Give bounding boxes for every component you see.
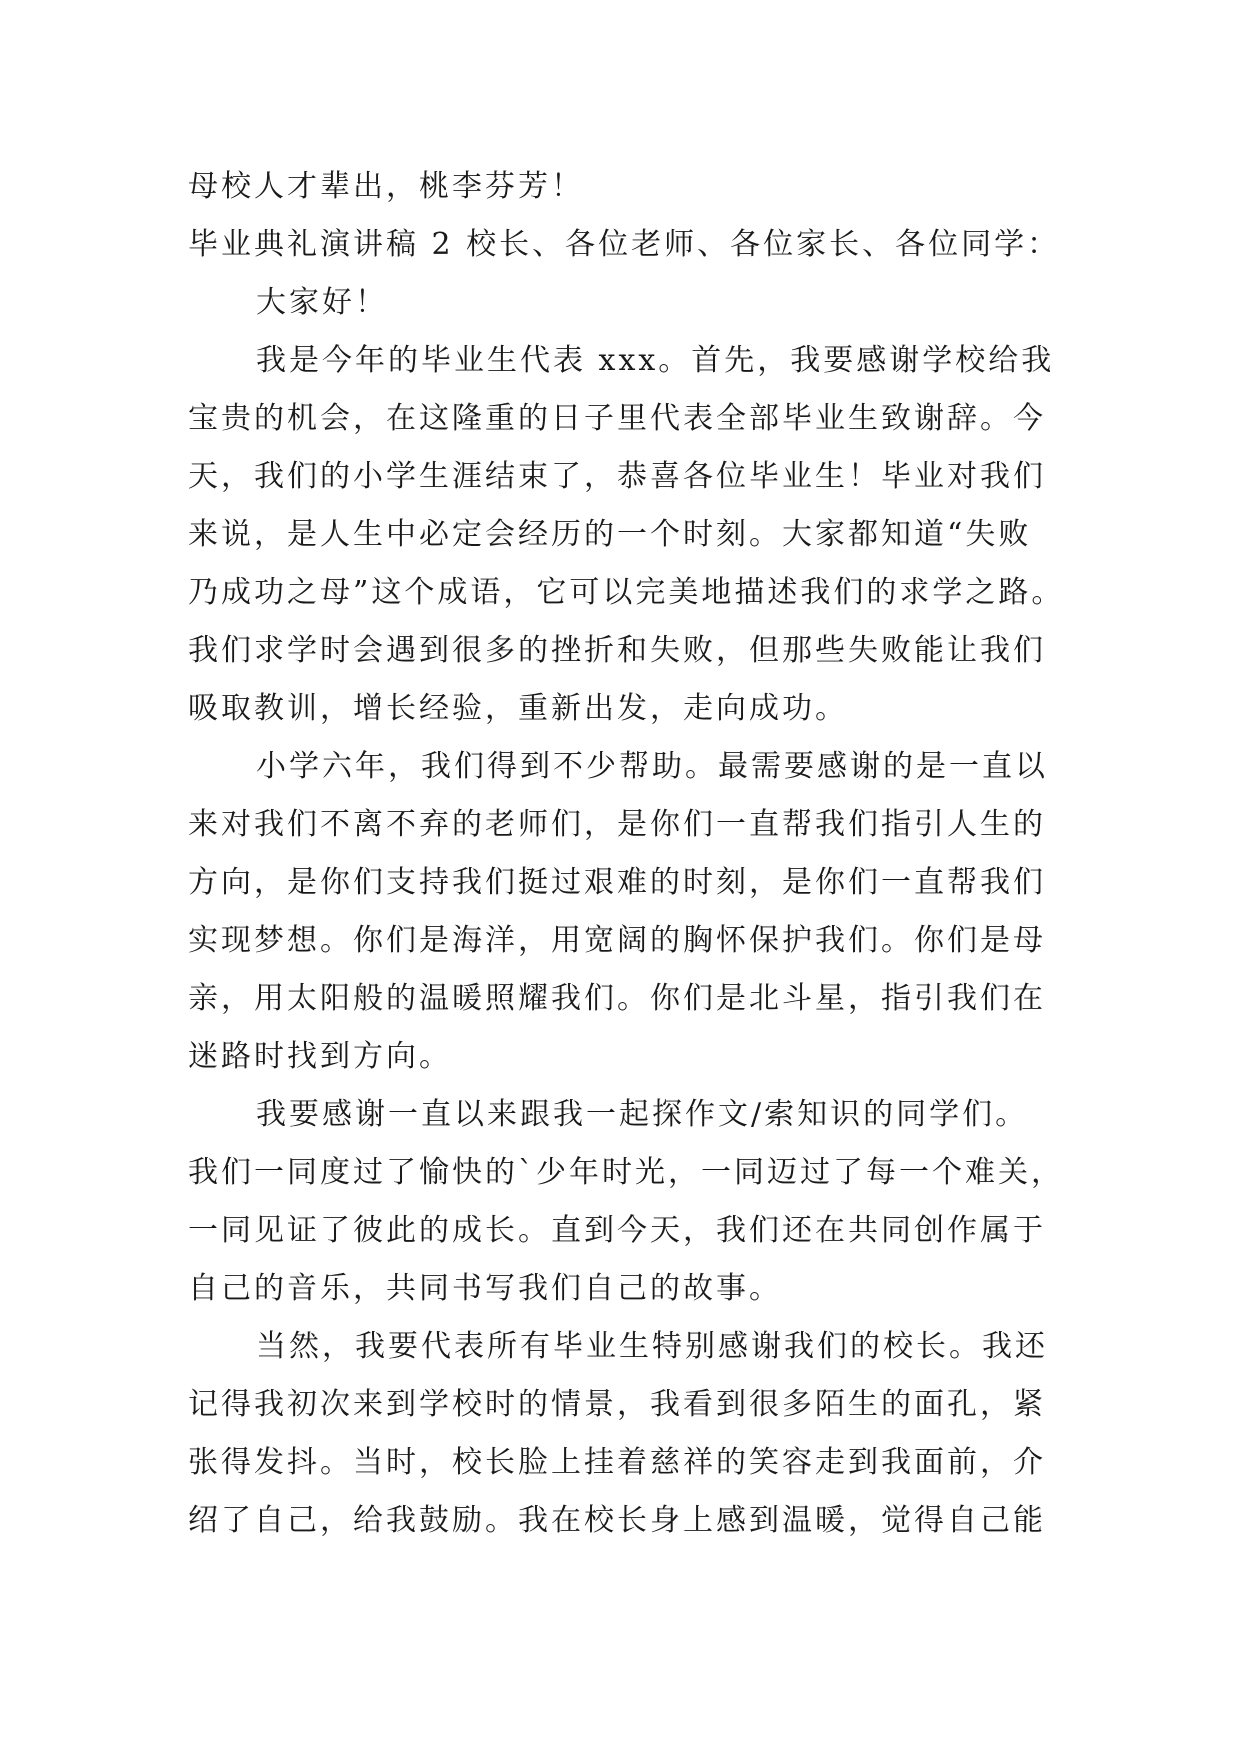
text-line: 我是今年的毕业生代表 xxx。首先，我要感谢学校给我 [256, 343, 1055, 378]
text-line: 绍了自己，给我鼓励。我在校长身上感到温暖，觉得自己能 [188, 1503, 1046, 1538]
text-line: 迷路时找到方向。 [188, 1039, 452, 1074]
text-line: 乃成功之母”这个成语，它可以完美地描述我们的求学之路。 [188, 575, 1065, 610]
text-line: 宝贵的机会，在这隆重的日子里代表全部毕业生致谢辞。今 [188, 401, 1046, 436]
text-line: 小学六年，我们得到不少帮助。最需要感谢的是一直以 [256, 749, 1048, 784]
text-line: 天，我们的小学生涯结束了，恭喜各位毕业生！毕业对我们 [188, 459, 1046, 494]
text-line: 一同见证了彼此的成长。直到今天，我们还在共同创作属于 [188, 1213, 1046, 1248]
text-line: 我们求学时会遇到很多的挫折和失败，但那些失败能让我们 [188, 633, 1046, 668]
text-line: 亲，用太阳般的温暖照耀我们。你们是北斗星，指引我们在 [188, 981, 1046, 1016]
speech-text-block [188, 158, 1068, 1550]
text-line: 我们一同度过了愉快的`少年时光，一同迈过了每一个难关， [188, 1155, 1064, 1190]
text-line: 实现梦想。你们是海洋，用宽阔的胸怀保护我们。你们是母 [188, 923, 1046, 958]
text-line: 方向，是你们支持我们挺过艰难的时刻，是你们一直帮我们 [188, 865, 1046, 900]
text-line: 大家好！ [256, 285, 388, 320]
text-line: 记得我初次来到学校时的情景，我看到很多陌生的面孔，紧 [188, 1387, 1046, 1422]
text-line: 母校人才辈出，桃李芬芳！ [188, 169, 584, 204]
text-line: 我要感谢一直以来跟我一起探作文/索知识的同学们。 [256, 1097, 1029, 1132]
text-line: 毕业典礼演讲稿 2 校长、各位老师、各位家长、各位同学： [188, 227, 1061, 262]
text-line: 来说，是人生中必定会经历的一个时刻。大家都知道“失败 [188, 517, 1032, 552]
text-line: 自己的音乐，共同书写我们自己的故事。 [188, 1271, 782, 1306]
text-line: 来对我们不离不弃的老师们，是你们一直帮我们指引人生的 [188, 807, 1046, 842]
text-line: 张得发抖。当时，校长脸上挂着慈祥的笑容走到我面前，介 [188, 1445, 1046, 1480]
text-line: 吸取教训，增长经验，重新出发，走向成功。 [188, 691, 848, 726]
text-line: 当然，我要代表所有毕业生特别感谢我们的校长。我还 [256, 1329, 1048, 1364]
